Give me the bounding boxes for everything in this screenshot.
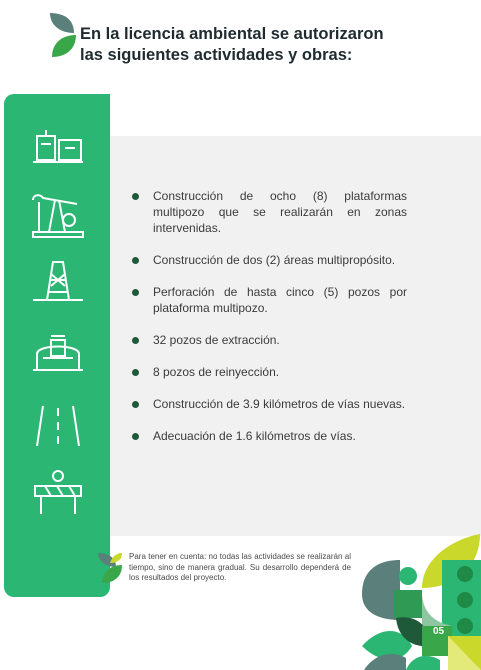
storage-tanks-icon [29,126,87,178]
road-icon [29,400,87,452]
activities-list [130,188,407,460]
decorative-pattern [360,530,481,670]
wellhead-icon [29,328,87,380]
list-item: Adecuación de 1.6 kilómetros de vías. [130,428,407,444]
title-line-2: las siguientes actividades y obras: [80,46,353,64]
page-number: 05 [433,626,445,637]
page-title [80,24,384,66]
barrier-icon [29,466,87,518]
list-item: Construcción de dos (2) áreas multipropósito. [130,252,407,268]
leaf-logo-icon [48,11,78,59]
icon-sidebar [4,94,110,597]
list-item: Construcción de 3.9 kilómetros de vías nuevas. [130,396,407,412]
drilling-rig-icon [29,256,87,308]
list-item: 32 pozos de extracción. [130,332,407,348]
title-line-1: En la licencia ambiental se autorizaron [80,25,384,43]
leaf-icon [96,551,124,585]
list-item: 8 pozos de reinyección. [130,364,407,380]
note-text: Para tener en cuenta: no todas las actividades se realizarán al tiempo, sino de manera gradual. Su desarrollo dependerá de los resultados del proyecto. [129,552,351,582]
pumpjack-icon [29,190,87,242]
list-item: Construcción de ocho (8) plataformas multipozo que se realizarán en zonas intervenidas. [130,188,407,236]
list-item: Perforación de hasta cinco (5) pozos por plataforma multipozo. [130,284,407,316]
